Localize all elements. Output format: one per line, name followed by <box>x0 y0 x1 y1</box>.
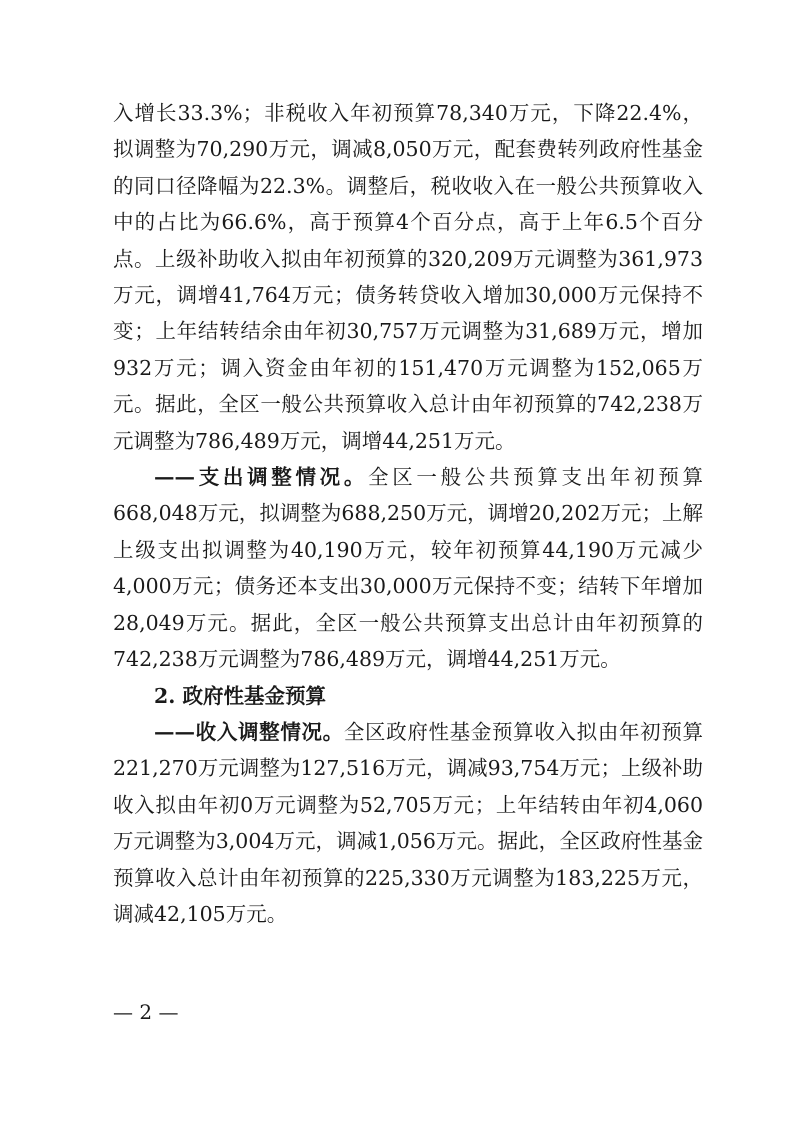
paragraph-text: 全区政府性基金预算收入拟由年初预算221,270万元调整为127,516万元，调减93,754万元；上级补助收入拟由年初0万元调整为52,705万元；上年结转由年初4,060万元调整为3,004万元，调减1,056万元。据此，全区政府性基金预算收入总计由年初预算的225,330万元调整为183,225万元，调减42,105万元。 <box>113 719 704 926</box>
paragraph-lead-heading: ——支出调整情况。 <box>154 465 369 490</box>
paragraph-fund-revenue-adjustment <box>113 714 703 932</box>
document-body <box>113 95 703 932</box>
page-number: — 2 — <box>113 1000 179 1024</box>
paragraph-expenditure-adjustment <box>113 459 703 677</box>
paragraph-revenue-continued <box>113 95 703 459</box>
paragraph-text: 全区一般公共预算支出年初预算668,048万元，拟调整为688,250万元，调增20,202万元；上解上级支出拟调整为40,190万元，较年初预算44,190万元减少4,000万元；债务还本支出30,000万元保持不变；结转下年增加28,049万元。据此，全区一般公共预算支出总计由年初预算的742,238万元调整为786,489万元，调增44,251万元。 <box>113 465 704 672</box>
paragraph-text: 入增长33.3%；非税收入年初预算78,340万元，下降22.4%，拟调整为70,290万元，调减8,050万元，配套费转列政府性基金的同口径降幅为22.3%。调整后，税收收入在一般公共预算收入中的占比为66.6%，高于预算4个百分点，高于上年6.5个百分点。上级补助收入拟由年初预算的320,209万元调整为361,973万元，调增41,764万元；债务转贷收入增加30,000万元保持不变；上年结转结余由年初30,757万元调整为31,689万元，增加932万元；调入资金由年初的151,470万元调整为152,065万元。据此，全区一般公共预算收入总计由年初预算的742,238万元调整为786,489万元，调增44,251万元。 <box>113 101 703 453</box>
paragraph-lead-heading: ——收入调整情况。 <box>154 719 344 744</box>
section-heading-fund-budget: 2. 政府性基金预算 <box>154 683 327 708</box>
